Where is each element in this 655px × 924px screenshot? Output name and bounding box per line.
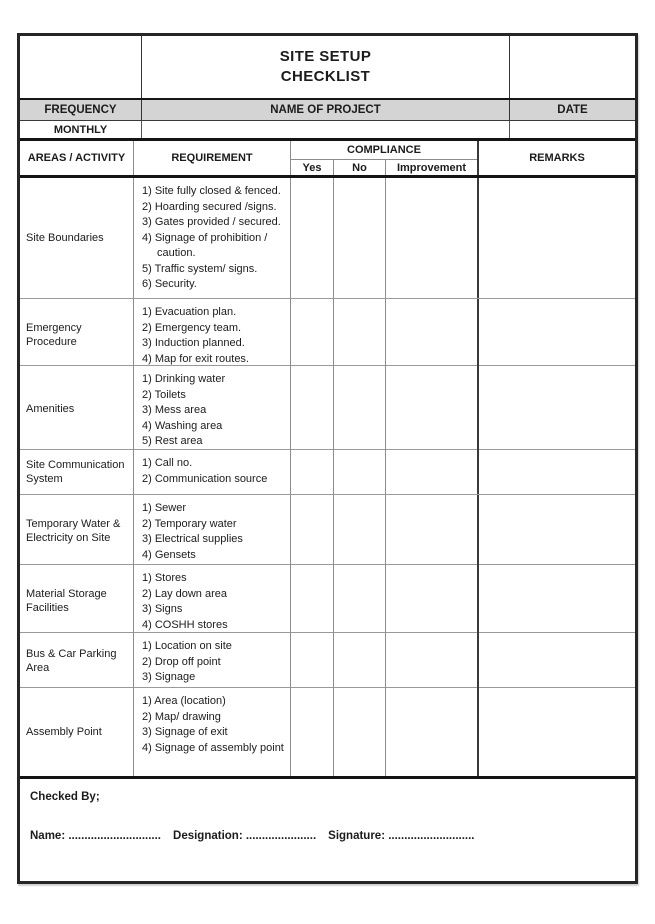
column-header-requirement: REQUIREMENT (134, 141, 291, 175)
project-name-field[interactable] (142, 121, 510, 138)
frequency-label: FREQUENCY (20, 100, 142, 120)
signature-field[interactable]: Signature: ........................... (328, 830, 475, 842)
requirement-item: 1) Drinking water (142, 373, 226, 385)
requirement-item: 3) Electrical supplies (142, 533, 243, 545)
meta-value-row (20, 121, 635, 141)
compliance-yes-cell[interactable] (291, 495, 334, 566)
requirement-item: 1) Evacuation plan. (142, 306, 237, 318)
title-left-empty-cell (20, 36, 142, 98)
requirement-item: 6) Security. (142, 278, 197, 290)
site-setup-checklist-document (17, 33, 638, 884)
area-label: Site Communication System (20, 450, 134, 494)
compliance-header-group (291, 141, 479, 175)
page-title (142, 36, 510, 98)
requirement-item: 4) Washing area (142, 419, 223, 432)
column-header-areas: AREAS / ACTIVITY (20, 141, 134, 175)
remarks-cell[interactable] (479, 178, 635, 298)
column-header-remarks: REMARKS (529, 152, 585, 164)
compliance-improvement-cell[interactable] (386, 495, 479, 566)
title-block (20, 36, 635, 100)
column-header-compliance: COMPLIANCE (291, 141, 477, 160)
remarks-cell[interactable] (479, 450, 635, 494)
requirement-item: 3) Signage of exit (142, 726, 228, 738)
requirement-item: 4) COSHH stores (142, 618, 228, 631)
checklist-row (20, 299, 635, 366)
area-label: Emergency Procedure (20, 299, 134, 370)
compliance-yes-cell[interactable] (291, 366, 334, 453)
requirement-list (134, 688, 291, 776)
requirement-item: 3) Induction planned. (142, 337, 245, 349)
remarks-cell[interactable] (479, 565, 635, 636)
compliance-no-cell[interactable] (334, 495, 386, 566)
title-right-empty-cell (510, 36, 635, 98)
compliance-improvement-cell[interactable] (386, 178, 479, 298)
compliance-improvement-cell[interactable] (386, 688, 479, 776)
requirement-item: 4) Gensets (142, 548, 196, 561)
compliance-yes-cell[interactable] (291, 565, 334, 636)
compliance-no-cell[interactable] (334, 366, 386, 453)
frequency-value: MONTHLY (20, 121, 142, 138)
column-header-no: No (334, 160, 386, 175)
requirement-item: 2) Emergency team. (142, 321, 242, 334)
checklist-body (20, 178, 635, 779)
requirement-item: 2) Lay down area (142, 587, 227, 600)
requirement-item: 3) Mess area (142, 404, 207, 416)
requirement-item: 4) Signage of assembly point (142, 741, 284, 754)
requirement-item: 1) Call no. (142, 457, 193, 469)
column-header-improvement: Improvement (396, 161, 467, 174)
checklist-row (20, 565, 635, 633)
compliance-yes-cell[interactable] (291, 450, 334, 494)
compliance-improvement-cell[interactable] (386, 565, 479, 636)
requirement-item: 5) Rest area (142, 435, 203, 447)
compliance-no-cell[interactable] (334, 450, 386, 494)
compliance-no-cell[interactable] (334, 299, 386, 370)
requirement-list (134, 366, 291, 453)
checklist-row (20, 178, 635, 299)
checklist-row (20, 366, 635, 450)
project-name-label: NAME OF PROJECT (142, 100, 510, 120)
requirement-item: 4) Map for exit routes. (142, 352, 249, 365)
date-label: DATE (557, 104, 588, 116)
requirement-list (134, 450, 291, 494)
compliance-no-cell[interactable] (334, 565, 386, 636)
requirement-list (134, 565, 291, 636)
compliance-no-cell[interactable] (334, 633, 386, 689)
remarks-cell[interactable] (479, 366, 635, 453)
compliance-improvement-cell[interactable] (386, 366, 479, 453)
checked-by-label: Checked By; (30, 791, 100, 803)
compliance-no-cell[interactable] (334, 688, 386, 776)
remarks-cell[interactable] (479, 495, 635, 566)
requirement-item: 5) Traffic system/ signs. (142, 262, 258, 275)
checklist-row (20, 688, 635, 776)
compliance-yes-cell[interactable] (291, 633, 334, 689)
page-title-line1: SITE SETUP (279, 48, 372, 65)
requirement-item: 2) Temporary water (142, 517, 237, 530)
remarks-cell[interactable] (479, 633, 635, 689)
compliance-improvement-cell[interactable] (386, 450, 479, 494)
requirement-item: 1) Stores (142, 572, 187, 584)
requirement-list (134, 178, 291, 298)
compliance-yes-cell[interactable] (291, 178, 334, 298)
requirement-item: 1) Area (location) (142, 695, 226, 707)
requirement-item: 2) Communication source (142, 472, 268, 485)
requirement-item: 4) Signage of prohibition / caution. (142, 231, 268, 259)
remarks-cell[interactable] (479, 299, 635, 370)
requirement-item: 3) Signs (142, 603, 183, 615)
area-label: Site Boundaries (20, 178, 134, 298)
requirement-item: 1) Sewer (142, 502, 187, 514)
compliance-improvement-cell[interactable] (386, 633, 479, 689)
requirement-item: 2) Drop off point (142, 655, 221, 668)
signature-line (30, 830, 623, 842)
signoff-footer (20, 779, 635, 881)
requirement-item: 3) Signage (142, 671, 196, 683)
page-title-line2: CHECKLIST (280, 68, 371, 85)
requirement-item: 2) Toilets (142, 388, 186, 401)
checklist-row (20, 633, 635, 688)
date-field[interactable] (510, 121, 635, 138)
requirement-list (134, 633, 291, 689)
name-field[interactable]: Name: ............................. (30, 830, 162, 842)
column-header-yes: Yes (291, 160, 334, 175)
area-label: Material Storage Facilities (20, 565, 134, 636)
requirement-list (134, 495, 291, 566)
compliance-improvement-cell[interactable] (386, 299, 479, 370)
area-label: Assembly Point (20, 688, 134, 776)
checklist-header-row (20, 141, 635, 178)
requirement-item: 2) Hoarding secured /signs. (142, 200, 277, 213)
area-label: Amenities (20, 366, 134, 453)
checklist-row (20, 450, 635, 495)
area-label: Bus & Car Parking Area (20, 633, 134, 689)
requirement-item: 2) Map/ drawing (142, 710, 221, 723)
compliance-yes-cell[interactable] (291, 688, 334, 776)
compliance-yes-cell[interactable] (291, 299, 334, 370)
requirement-item: 1) Site fully closed & fenced. (142, 185, 281, 197)
remarks-cell[interactable] (479, 688, 635, 776)
designation-field[interactable]: Designation: ...................... (173, 830, 317, 842)
requirement-item: 3) Gates provided / secured. (142, 216, 281, 228)
compliance-no-cell[interactable] (334, 178, 386, 298)
requirement-list (134, 299, 291, 370)
area-label: Temporary Water & Electricity on Site (20, 495, 134, 566)
requirement-item: 1) Location on site (142, 640, 232, 652)
meta-label-row (20, 100, 635, 121)
checklist-row (20, 495, 635, 565)
